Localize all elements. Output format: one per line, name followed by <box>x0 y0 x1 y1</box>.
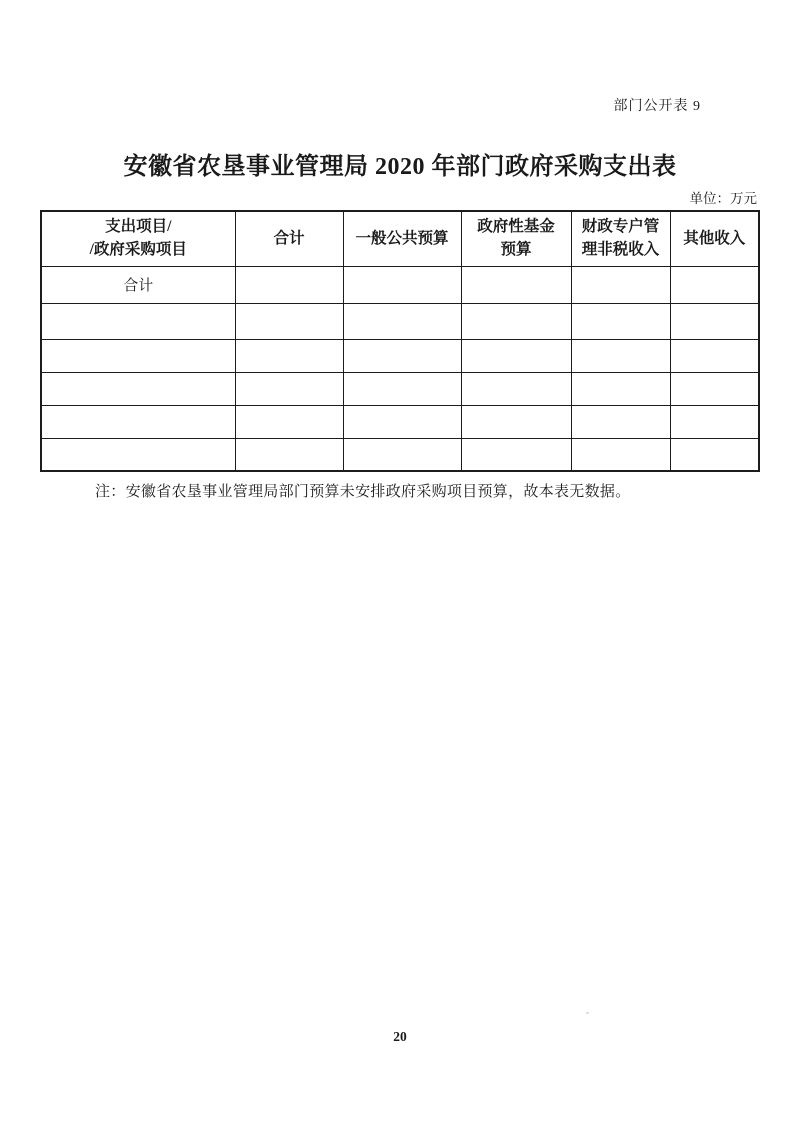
table-cell <box>41 339 235 372</box>
column-header-line: 财政专户管 <box>581 218 660 236</box>
column-header-3 <box>343 211 461 266</box>
table-body <box>41 266 759 471</box>
column-header-line: 合计 <box>273 229 305 247</box>
table-header-row <box>41 211 759 266</box>
table-cell <box>343 266 461 303</box>
table-cell <box>235 303 343 339</box>
table-row-4 <box>41 372 759 405</box>
column-header-line: 其他收入 <box>683 229 746 247</box>
procurement-expenditure-table <box>40 210 760 472</box>
table-cell <box>235 438 343 471</box>
column-header-2 <box>235 211 343 266</box>
unit-label: 单位：万元 <box>689 191 757 206</box>
table-row-3 <box>41 339 759 372</box>
column-header-line: 支出项目/ <box>105 218 172 236</box>
scan-speck <box>586 1012 589 1014</box>
table-cell <box>235 405 343 438</box>
table-cell <box>461 372 571 405</box>
table-cell <box>670 438 759 471</box>
table-row-2 <box>41 303 759 339</box>
table-cell <box>235 266 343 303</box>
table-cell <box>571 372 670 405</box>
table-cell <box>41 405 235 438</box>
column-header-line: /政府采购项目 <box>89 240 187 258</box>
table-cell <box>461 303 571 339</box>
table-row-5 <box>41 405 759 438</box>
column-header-5 <box>571 211 670 266</box>
table-cell <box>41 372 235 405</box>
column-header-line: 政府性基金 <box>477 218 555 236</box>
table-cell <box>235 372 343 405</box>
table-cell <box>461 405 571 438</box>
table-cell <box>461 438 571 471</box>
column-header-4 <box>461 211 571 266</box>
table-cell <box>670 303 759 339</box>
table-cell <box>461 266 571 303</box>
table-cell <box>571 266 670 303</box>
table-cell <box>670 339 759 372</box>
table-cell <box>571 339 670 372</box>
table-cell <box>343 339 461 372</box>
table-cell <box>571 405 670 438</box>
table-cell <box>670 372 759 405</box>
column-header-line: 理非税收入 <box>581 240 660 258</box>
table-cell <box>571 438 670 471</box>
table-cell <box>343 372 461 405</box>
table-cell <box>461 339 571 372</box>
page-title: 安徽省农垦事业管理局 2020 年部门政府采购支出表 <box>123 154 677 180</box>
column-header-1 <box>41 211 235 266</box>
corner-label: 部门公开表 9 <box>613 99 701 114</box>
table-cell <box>670 266 759 303</box>
table-cell <box>670 405 759 438</box>
page-number: 20 <box>393 1029 407 1044</box>
table-cell <box>343 405 461 438</box>
table-cell <box>571 303 670 339</box>
table-note: 注：安徽省农垦事业管理局部门预算未安排政府采购项目预算，故本表无数据。 <box>95 484 631 500</box>
table-cell <box>343 438 461 471</box>
table-cell <box>343 303 461 339</box>
table-cell: 合计 <box>41 266 235 303</box>
column-header-line: 预算 <box>500 240 532 258</box>
table-header <box>41 211 759 266</box>
table-cell <box>41 438 235 471</box>
table-cell <box>235 339 343 372</box>
table-row-1 <box>41 266 759 303</box>
column-header-line: 一般公共预算 <box>355 229 449 247</box>
column-header-6 <box>670 211 759 266</box>
table-row-6 <box>41 438 759 471</box>
table-cell <box>41 303 235 339</box>
